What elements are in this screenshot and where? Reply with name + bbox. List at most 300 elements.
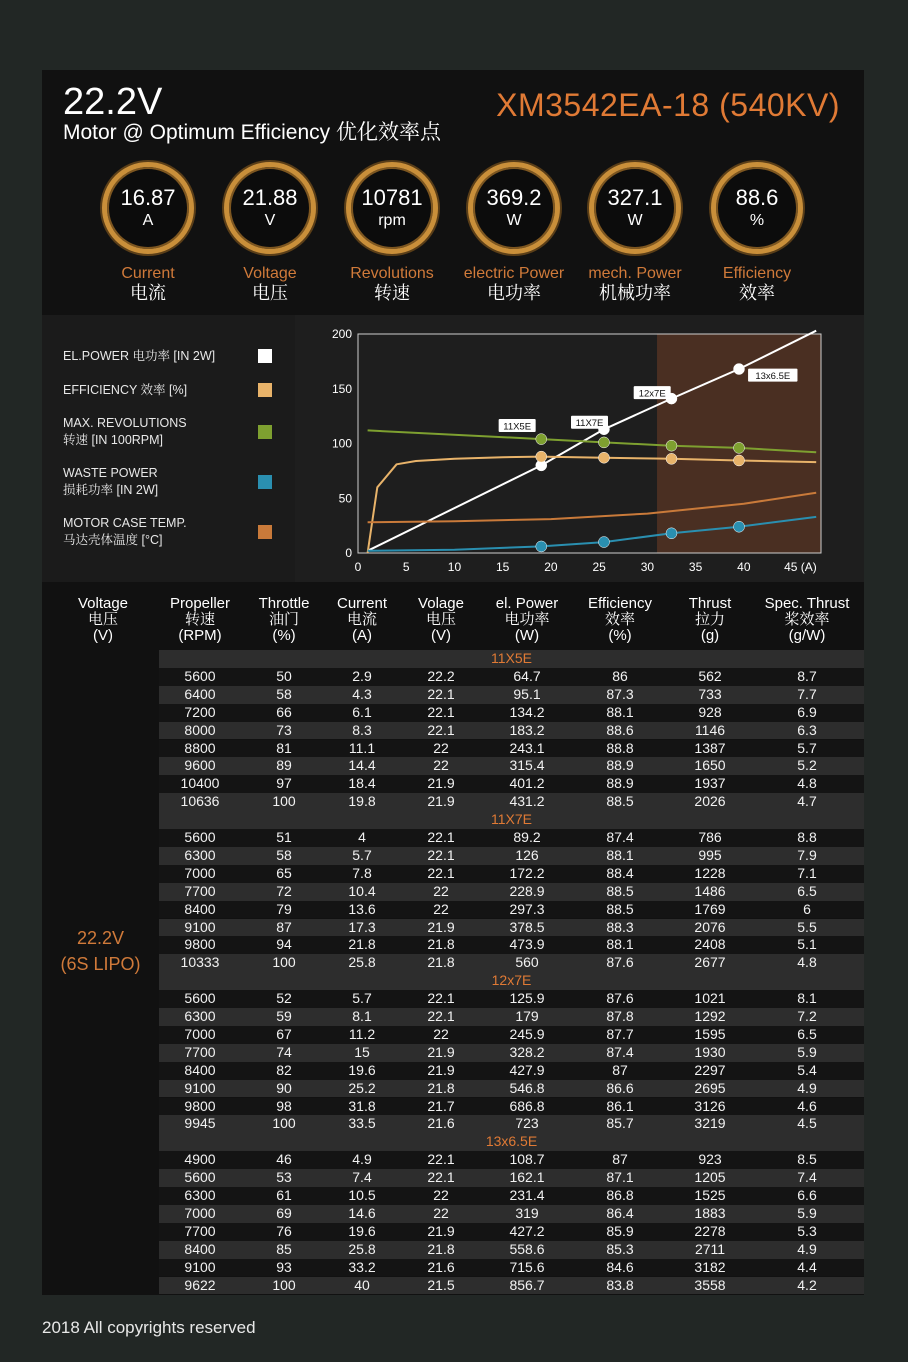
table-cell: 5600 (184, 667, 216, 684)
data-point (666, 440, 677, 451)
data-point (734, 364, 745, 375)
table-cell: 95.1 (513, 685, 541, 702)
table-cell: 25.8 (348, 954, 376, 971)
table-cell: 22.1 (427, 864, 455, 881)
annotation-label: 12x7E (638, 388, 666, 400)
table-cell: 88.5 (606, 900, 634, 917)
table-row (159, 954, 864, 972)
legend-swatch (258, 425, 272, 439)
data-point (598, 537, 609, 548)
column-header-unit: (g) (700, 627, 720, 644)
x-tick-label: 40 (737, 560, 751, 574)
table-cell: 18.4 (348, 775, 376, 792)
column-header-en: Propeller (169, 595, 231, 612)
propeller-group-title: 11X5E (159, 650, 864, 668)
table-cell: 89.2 (513, 829, 541, 845)
table-cell: 7200 (184, 703, 216, 720)
table-row (159, 686, 864, 704)
table-cell: 85.3 (606, 1240, 634, 1257)
table-cell: 4900 (184, 1151, 216, 1168)
table-cell: 25.2 (348, 1079, 376, 1096)
table-cell: 87 (276, 918, 292, 935)
table-cell: 6.9 (797, 703, 817, 720)
table-cell: 546.8 (509, 1079, 545, 1096)
x-tick-label: 30 (640, 560, 655, 574)
table-cell: 31.8 (348, 1097, 376, 1114)
table-cell: 5600 (184, 829, 216, 845)
gauge-4 (575, 162, 695, 304)
table-cell: 4.4 (797, 1258, 817, 1275)
table-cell: 6300 (184, 1187, 216, 1203)
annotation-label: 11X7E (575, 418, 604, 430)
y-tick-label: 50 (338, 491, 352, 506)
column-header-en: Volage (418, 595, 464, 612)
gauge-label-cn: 电功率 (487, 283, 541, 303)
table-cell: 87.3 (606, 685, 634, 702)
gauge-value: 21.88 (242, 185, 298, 210)
table-cell: 21.9 (427, 775, 455, 792)
performance-chart (295, 315, 864, 582)
table-cell: 2711 (694, 1240, 726, 1257)
table-cell: 50 (276, 667, 292, 684)
legend-item-2 (63, 415, 187, 449)
table-cell: 5.3 (797, 1222, 817, 1239)
data-point (536, 541, 547, 552)
table-cell: 5.9 (797, 1043, 817, 1060)
column-header-unit: (%) (608, 627, 632, 644)
voltage-value: 22.2V (76, 928, 125, 948)
table-cell: 1292 (694, 1008, 726, 1024)
gauge-value: 10781 (361, 185, 423, 210)
table-cell: 1769 (694, 900, 726, 917)
table-cell: 86.8 (606, 1187, 634, 1203)
table-cell: 10333 (180, 954, 220, 971)
data-point (666, 528, 677, 539)
table-cell: 9100 (184, 918, 216, 935)
table-cell: 8.7 (797, 667, 817, 684)
column-header-en: Efficiency (588, 595, 652, 612)
table-cell: 22.1 (427, 990, 455, 1007)
table-cell: 88.1 (606, 703, 634, 720)
table-cell: 8800 (184, 739, 216, 756)
gauge-label-cn: 机械功率 (599, 283, 671, 303)
table-cell: 85.7 (606, 1115, 634, 1132)
gauge-unit: rpm (378, 212, 406, 229)
table-cell: 6.5 (797, 1025, 817, 1042)
table-cell: 9800 (184, 936, 216, 953)
table-row (159, 1169, 864, 1187)
table-cell: 93 (276, 1258, 292, 1275)
table-cell: 46 (276, 1151, 292, 1168)
x-tick-label: 20 (544, 560, 558, 574)
table-cell: 53 (276, 1169, 292, 1186)
table-cell: 3558 (694, 1276, 726, 1293)
table-row (159, 829, 864, 847)
motor-model-title: XM3542EA-18 (540KV) (496, 87, 840, 123)
column-header-en: Thrust (688, 595, 732, 612)
y-tick-label: 100 (331, 436, 352, 451)
table-cell: 4.8 (797, 775, 817, 792)
table-cell: 2026 (694, 793, 726, 810)
table-cell: 88.3 (606, 918, 634, 935)
table-row (159, 1080, 864, 1098)
x-tick-label: 35 (688, 560, 703, 574)
table-cell: 8.3 (352, 721, 372, 738)
table-cell: 8.5 (797, 1151, 817, 1168)
table-cell: 88.1 (606, 846, 634, 863)
table-cell: 7000 (184, 864, 216, 881)
table-cell: 7.1 (797, 864, 817, 881)
gauge-5 (697, 162, 817, 304)
table-cell: 134.2 (509, 703, 545, 720)
table-cell: 72 (276, 882, 292, 899)
table-cell: 5600 (184, 990, 216, 1007)
table-cell: 9600 (184, 757, 216, 774)
table-cell: 33.5 (348, 1115, 376, 1132)
table-cell: 928 (698, 703, 722, 720)
table-cell: 87 (612, 1061, 628, 1078)
table-cell: 22.1 (427, 721, 455, 738)
table-cell: 21.5 (427, 1276, 455, 1293)
table-cell: 7.2 (797, 1008, 817, 1024)
table-row (159, 1115, 864, 1133)
table-cell: 13.6 (348, 900, 376, 917)
legend-item-4 (63, 515, 187, 549)
table-cell: 9622 (184, 1276, 216, 1293)
table-cell: 8400 (184, 1240, 216, 1257)
table-cell: 4.5 (797, 1115, 817, 1132)
gauge-1 (210, 162, 330, 304)
table-cell: 21.9 (427, 793, 455, 810)
table-cell: 21.8 (427, 954, 455, 971)
table-cell: 74 (276, 1043, 292, 1060)
table-cell: 1021 (694, 990, 726, 1007)
table-cell: 856.7 (509, 1276, 545, 1293)
table-cell: 1525 (694, 1187, 726, 1203)
gauge-3 (454, 162, 574, 304)
table-cell: 4.2 (797, 1276, 817, 1293)
table-cell: 22 (433, 882, 449, 899)
table-cell: 427.9 (509, 1061, 545, 1078)
gauge-value: 327.1 (607, 185, 663, 210)
table-cell: 2297 (694, 1061, 726, 1078)
legend-label: EFFICIENCY 效率 [%] (63, 383, 188, 397)
table-cell: 58 (276, 846, 292, 863)
legend-swatch (258, 475, 272, 489)
table-cell: 8.1 (352, 1008, 372, 1024)
table-cell: 22 (433, 739, 449, 756)
table-cell: 87.7 (606, 1025, 634, 1042)
table-cell: 7.8 (352, 864, 372, 881)
table-cell: 5.2 (797, 757, 817, 774)
annotation-label: 13x6.5E (755, 371, 791, 383)
gauge-ring (346, 162, 438, 254)
table-row (159, 668, 864, 686)
table-row (159, 740, 864, 758)
table-cell: 86.4 (606, 1204, 634, 1221)
table-cell: 22 (433, 1204, 449, 1221)
table-cell: 8.1 (797, 990, 817, 1007)
table-cell: 2076 (694, 918, 726, 935)
column-header-6 (570, 596, 670, 644)
table-cell: 686.8 (509, 1097, 545, 1114)
table-cell: 733 (698, 685, 722, 702)
table-cell: 7000 (184, 1204, 216, 1221)
table-cell: 6.1 (352, 703, 372, 720)
table-cell: 25.8 (348, 1240, 376, 1257)
x-tick-label: 5 (402, 560, 410, 574)
legend-swatch (258, 349, 272, 363)
table-cell: 3126 (694, 1097, 726, 1114)
table-row (159, 990, 864, 1008)
propeller-group-title: 11X7E (159, 811, 864, 829)
copyright-footer: 2018 All copyrights reserved (42, 1318, 256, 1337)
table-cell: 22.1 (427, 703, 455, 720)
table-cell: 59 (276, 1008, 292, 1024)
table-cell: 87.1 (606, 1169, 634, 1186)
gauge-label-en: Efficiency (722, 265, 792, 282)
table-cell: 88.1 (606, 936, 634, 953)
table-cell: 4.9 (797, 1079, 817, 1096)
table-cell: 86 (612, 667, 628, 684)
table-cell: 10.5 (348, 1187, 376, 1203)
table-cell: 21.6 (427, 1115, 455, 1132)
legend-item-1 (63, 382, 187, 399)
table-cell: 715.6 (509, 1258, 545, 1275)
table-cell: 21.7 (427, 1097, 455, 1114)
table-cell: 33.2 (348, 1258, 376, 1275)
table-cell: 65 (276, 864, 292, 881)
table-cell: 14.4 (348, 757, 376, 774)
column-header-en: Spec. Thrust (764, 595, 850, 612)
table-cell: 21.9 (427, 1061, 455, 1078)
table-cell: 231.4 (509, 1187, 545, 1203)
table-cell: 6.6 (797, 1187, 817, 1203)
table-cell: 1883 (694, 1204, 726, 1221)
legend-item-3 (63, 465, 158, 499)
table-cell: 87.6 (606, 990, 634, 1007)
table-cell: 1930 (694, 1043, 726, 1060)
column-header-8 (757, 596, 857, 644)
table-row (159, 1098, 864, 1116)
table-cell: 88.5 (606, 882, 634, 899)
column-header-en: Current (336, 595, 388, 612)
y-tick-label: 150 (331, 381, 352, 396)
table-cell: 6300 (184, 846, 216, 863)
data-point (536, 451, 547, 462)
data-point (734, 442, 745, 453)
table-cell: 100 (272, 793, 296, 810)
table-cell: 2.9 (352, 667, 372, 684)
table-cell: 8000 (184, 721, 216, 738)
table-row (159, 919, 864, 937)
column-header-cn: 转速 (184, 611, 215, 628)
table-cell: 21.8 (427, 1240, 455, 1257)
table-cell: 562 (698, 667, 722, 684)
table-cell: 17.3 (348, 918, 376, 935)
table-cell: 9945 (184, 1115, 216, 1132)
table-cell: 2278 (694, 1222, 726, 1239)
table-cell: 297.3 (509, 900, 545, 917)
table-cell: 22.1 (427, 1169, 455, 1186)
data-point (598, 452, 609, 463)
table-cell: 923 (698, 1151, 722, 1168)
table-cell: 87.4 (606, 829, 634, 845)
table-row (159, 793, 864, 811)
table-cell: 40 (354, 1276, 370, 1293)
table-cell: 9800 (184, 1097, 216, 1114)
table-cell: 245.9 (509, 1025, 545, 1042)
table-cell: 2677 (694, 954, 726, 971)
table-cell: 7000 (184, 1025, 216, 1042)
x-tick-label: 45 (A) (784, 560, 817, 574)
column-header-4 (391, 596, 491, 644)
table-cell: 85 (276, 1240, 292, 1257)
table-cell: 66 (276, 703, 292, 720)
table-cell: 22.1 (427, 685, 455, 702)
table-cell: 125.9 (509, 990, 545, 1007)
table-cell: 1146 (694, 721, 726, 738)
gauge-value: 16.87 (120, 185, 176, 210)
table-row (159, 1187, 864, 1205)
table-cell: 108.7 (509, 1151, 545, 1168)
table-cell: 94 (276, 936, 292, 953)
table-cell: 51 (276, 829, 292, 845)
table-cell: 5.9 (797, 1204, 817, 1221)
table-row (159, 883, 864, 901)
table-cell: 7.7 (797, 685, 817, 702)
table-cell: 473.9 (509, 936, 545, 953)
table-cell: 1937 (694, 775, 726, 792)
table-cell: 8400 (184, 1061, 216, 1078)
table-cell: 22 (433, 757, 449, 774)
gauge-label-en: Revolutions (350, 265, 434, 282)
gauge-2 (332, 162, 452, 304)
table-cell: 19.8 (348, 793, 376, 810)
column-header-unit: (V) (431, 627, 451, 644)
data-point (734, 521, 745, 532)
table-cell: 88.8 (606, 739, 634, 756)
column-header-cn: 电压 (87, 611, 118, 628)
table-row (159, 1223, 864, 1241)
column-header-cn: 油门 (268, 611, 299, 628)
table-cell: 90 (276, 1079, 292, 1096)
table-cell: 4 (358, 829, 366, 845)
column-header-cn: 效率 (604, 611, 635, 628)
table-cell: 86.6 (606, 1079, 634, 1096)
table-cell: 7.4 (797, 1169, 817, 1186)
table-cell: 3219 (694, 1115, 726, 1132)
table-cell: 22.2 (427, 667, 455, 684)
table-cell: 179 (515, 1008, 539, 1024)
table-row (159, 1241, 864, 1259)
table-cell: 5600 (184, 1169, 216, 1186)
gauge-0 (88, 162, 208, 304)
propeller-group-title: 13x6.5E (159, 1133, 864, 1151)
data-point (536, 434, 547, 445)
table-cell: 19.6 (348, 1061, 376, 1078)
table-cell: 6400 (184, 685, 216, 702)
table-cell: 1486 (694, 882, 726, 899)
legend-swatch (258, 525, 272, 539)
table-cell: 22.1 (427, 829, 455, 845)
column-header-cn: 电功率 (504, 611, 550, 628)
table-row (159, 1205, 864, 1223)
data-point (598, 437, 609, 448)
table-cell: 100 (272, 954, 296, 971)
table-cell: 88.9 (606, 775, 634, 792)
x-tick-label: 10 (447, 560, 462, 574)
legend-label: WASTE POWER (63, 466, 158, 480)
table-row (159, 1062, 864, 1080)
gauge-label-cn: 电压 (252, 283, 288, 303)
gauge-label-en: electric Power (463, 265, 565, 282)
x-tick-label: 0 (354, 560, 362, 574)
table-cell: 76 (276, 1222, 292, 1239)
table-cell: 9100 (184, 1258, 216, 1275)
table-row (159, 1151, 864, 1169)
y-tick-label: 0 (345, 546, 352, 560)
gauge-value: 369.2 (486, 185, 542, 210)
table-cell: 97 (276, 775, 292, 792)
table-cell: 2695 (694, 1079, 726, 1096)
table-row (159, 847, 864, 865)
table-cell: 5.4 (797, 1061, 817, 1078)
gauge-unit: W (506, 212, 522, 229)
header-voltage: 22.2V (63, 81, 163, 123)
table-cell: 21.9 (427, 918, 455, 935)
table-cell: 4.8 (797, 954, 817, 971)
propeller-group-title: 12x7E (159, 972, 864, 990)
table-cell: 52 (276, 990, 292, 1007)
table-cell: 10400 (180, 775, 220, 792)
table-cell: 401.2 (509, 775, 545, 792)
table-row (159, 1277, 864, 1295)
table-cell: 431.2 (509, 793, 545, 810)
gauge-label-cn: 电流 (130, 283, 166, 303)
table-cell: 85.9 (606, 1222, 634, 1239)
table-cell: 88.5 (606, 793, 634, 810)
table-cell: 5.7 (797, 739, 817, 756)
table-cell: 243.1 (509, 739, 545, 756)
column-header-cn: 拉力 (694, 611, 725, 628)
table-cell: 98 (276, 1097, 292, 1114)
legend-label-cn: 转速 [IN 100RPM] (63, 433, 164, 447)
table-cell: 22 (433, 1187, 449, 1203)
table-cell: 723 (515, 1115, 539, 1132)
table-cell: 558.6 (509, 1240, 545, 1257)
table-cell: 89 (276, 757, 292, 774)
table-cell: 21.9 (427, 1222, 455, 1239)
table-row (159, 901, 864, 919)
table-cell: 87.4 (606, 1043, 634, 1060)
legend-label: EL.POWER 电功率 [IN 2W] (63, 349, 216, 363)
table-row (159, 775, 864, 793)
table-cell: 315.4 (509, 757, 545, 774)
column-header-cn: 桨效率 (784, 611, 830, 628)
table-cell: 1228 (694, 864, 726, 881)
table-cell: 64.7 (513, 667, 541, 684)
table-cell: 10.4 (348, 882, 376, 899)
gauge-label-cn: 效率 (739, 283, 775, 303)
table-row (159, 1008, 864, 1026)
table-cell: 6.3 (797, 721, 817, 738)
table-cell: 11.1 (348, 739, 376, 756)
table-cell: 7700 (184, 1222, 216, 1239)
legend-item-0 (63, 348, 215, 365)
table-cell: 67 (276, 1025, 292, 1042)
table-cell: 69 (276, 1204, 292, 1221)
